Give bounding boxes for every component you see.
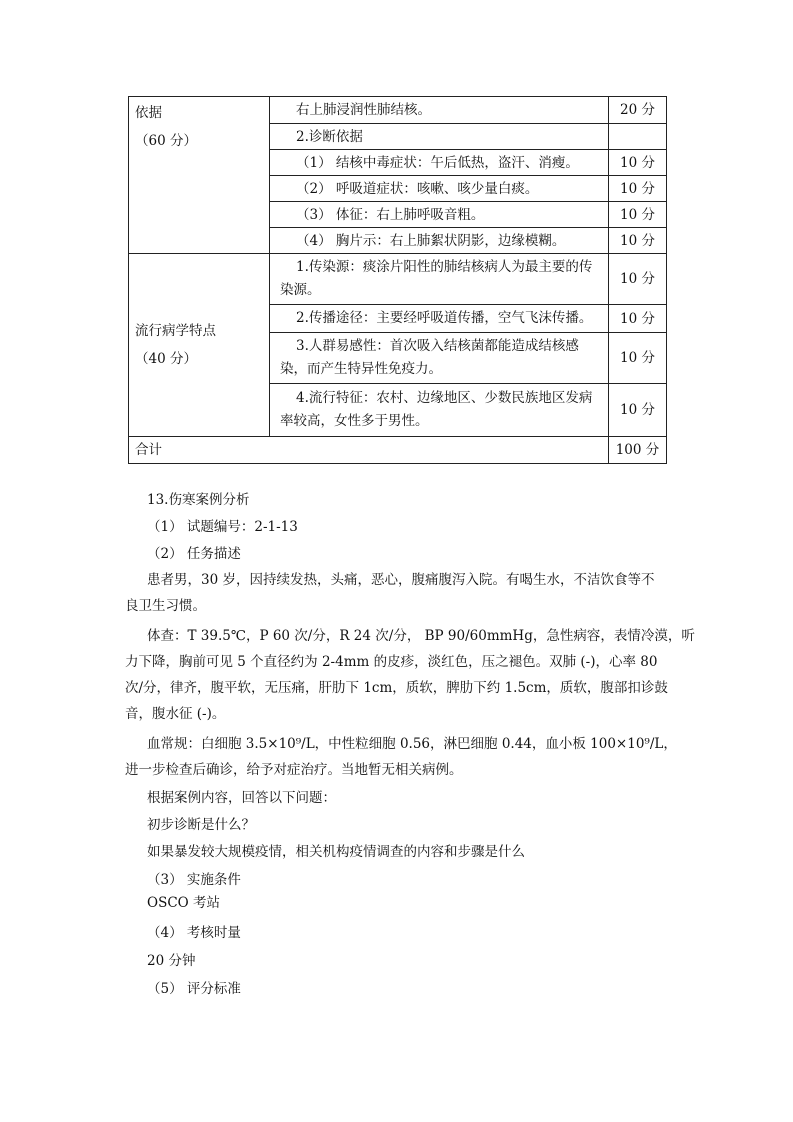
blood-routine: [125, 731, 677, 783]
criterion-line: 2.传播途径：主要经呼吸道传播，空气飞沫传播。: [296, 310, 593, 326]
category-name: 依据: [135, 105, 162, 121]
score-cell: 10 分: [609, 384, 667, 437]
score-cell: 10 分: [609, 333, 667, 384]
score-cell: [609, 124, 667, 150]
score-cell: 20 分: [609, 97, 667, 124]
item-duration-value: 20 分钟: [147, 953, 196, 969]
score-cell: 10 分: [609, 228, 667, 254]
criterion-line: 率较高，女性多于男性。: [280, 413, 429, 429]
criterion-cell: （2） 呼吸道症状：咳嗽、咳少量白痰。: [270, 176, 609, 202]
text-line: 血常规：白细胞 3.5×10⁹/L，中性粒细胞 0.56，淋巴细胞 0.44，血小板 100×10⁹/L，: [147, 736, 677, 752]
patient-description: [125, 567, 670, 619]
item-conditions-value: OSCO 考站: [147, 895, 221, 911]
question-2: 如果暴发较大规模疫情，相关机构疫情调查的内容和步骤是什么: [147, 844, 525, 860]
question-1: 初步诊断是什么？: [147, 817, 255, 833]
scoring-table: [128, 96, 667, 464]
category-points: （60 分）: [135, 133, 197, 149]
criterion-line: 4.流行特征：农村、边缘地区、少数民族地区发病: [296, 390, 593, 406]
item-scoring-standard: （5） 评分标准: [147, 981, 241, 997]
text-line: 进一步检查后确诊，给予对症治疗。当地暂无相关病例。: [125, 762, 463, 778]
item-task-description: （2） 任务描述: [147, 546, 241, 562]
item-duration: （4） 考核时量: [147, 925, 241, 941]
case-heading: 13.伤寒案例分析: [147, 492, 250, 508]
total-label: 合计: [129, 437, 609, 464]
category-name: 流行病学特点: [135, 323, 216, 339]
criterion-cell: [270, 305, 609, 333]
total-score: 100 分: [609, 437, 667, 464]
text-line: 次/分，律齐，腹平软，无压痛，肝肋下 1cm，质软，脾肋下约 1.5cm，质软，腹部扣诊鼓: [125, 680, 668, 696]
criterion-cell: [270, 254, 609, 305]
category-cell-epidemiology: [129, 254, 270, 437]
item-conditions: （3） 实施条件: [147, 872, 241, 888]
physical-exam: [125, 623, 695, 727]
category-cell-diagnosis: [129, 97, 270, 254]
criterion-line: 1.传染源：痰涂片阳性的肺结核病人为最主要的传: [296, 259, 593, 275]
question-prompt: 根据案例内容，回答以下问题：: [147, 790, 336, 806]
text-line: 音，腹水征 (-)。: [125, 706, 226, 722]
table-row: [129, 97, 667, 124]
criterion-cell: [270, 333, 609, 384]
text-line: 良卫生习惯。: [125, 598, 206, 614]
score-cell: 10 分: [609, 254, 667, 305]
criterion-cell: （1） 结核中毒症状：午后低热，盗汗、消瘦。: [270, 150, 609, 176]
item-test-number: （1） 试题编号：2-1-13: [147, 519, 298, 535]
text-line: 患者男，30 岁，因持续发热，头痛，恶心，腹痛腹泻入院。有喝生水，不洁饮食等不: [147, 572, 655, 588]
table-row-total: [129, 437, 667, 464]
score-cell: 10 分: [609, 305, 667, 333]
criterion-cell: （4） 胸片示：右上肺絮状阴影，边缘模糊。: [270, 228, 609, 254]
text-line: 力下降，胸前可见 5 个直径约为 2-4mm 的皮疹，淡红色，压之褪色。双肺 (-)，心率 80: [125, 654, 658, 670]
criterion-cell: （3） 体征：右上肺呼吸音粗。: [270, 202, 609, 228]
criterion-cell: 右上肺浸润性肺结核。: [270, 97, 609, 124]
criterion-cell: [270, 384, 609, 437]
table-row: [129, 254, 667, 305]
score-cell: 10 分: [609, 150, 667, 176]
category-points: （40 分）: [135, 351, 197, 367]
criterion-line: 染，而产生特异性免疫力。: [280, 361, 442, 377]
score-cell: 10 分: [609, 202, 667, 228]
criterion-line: 3.人群易感性：首次吸入结核菌都能造成结核感: [296, 338, 579, 354]
score-cell: 10 分: [609, 176, 667, 202]
criterion-cell: 2.诊断依据: [270, 124, 609, 150]
criterion-line: 染源。: [280, 282, 321, 298]
text-line: 体查：T 39.5℃，P 60 次/分，R 24 次/分， BP 90/60mmHg，急性病容，表情冷漠，听: [147, 628, 695, 644]
